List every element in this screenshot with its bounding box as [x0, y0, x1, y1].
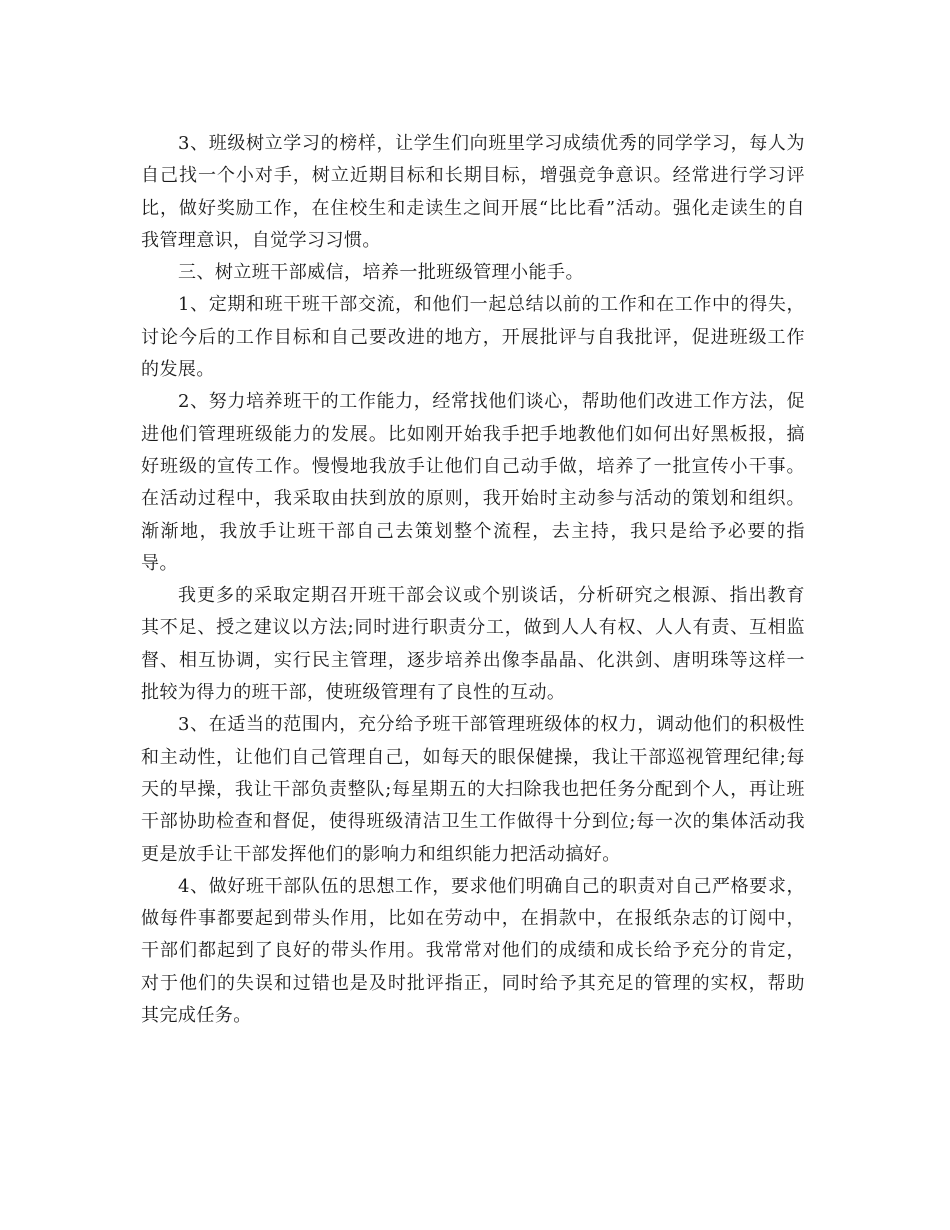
paragraph-study-role-model: 3、班级树立学习的榜样，让学生们向班里学习成绩优秀的同学学习，每人为自己找一个小对手，树立近期目标和长期目标，增强竞争意识。经常进行学习评比，做好奖励工作，在住校生和走读生之间开展“比比看”活动。强化走读生的自我管理意识，自觉学习习惯。	[141, 133, 805, 251]
paragraph-cadre-meetings: 我更多的采取定期召开班干部会议或个别谈话，分析研究之根源、指出教育其不足、授之建议以方法;同时进行职责分工，做到人人有权、人人有责、互相监督、相互协调，实行民主管理，逐步培养出像李晶晶、化洪剑、唐明珠等这样一批较为得力的班干部，使班级管理有了良性的互动。	[141, 585, 805, 704]
document-body	[141, 128, 805, 1032]
paragraph-cadre-authority: 3、在适当的范围内，充分给予班干部管理班级体的权力，调动他们的积极性和主动性，让他们自己管理自己，如每天的眼保健操，我让干部巡视管理纪律;每天的早操，我让干部负责整队;每星期五的大扫除我也把任务分配到个人，再让班干部协助检查和督促，使得班级清洁卫生工作做得十分到位;每一次的集体活动我更是放手让干部发挥他们的影响力和组织能力把活动搞好。	[141, 714, 805, 865]
section-heading-class-cadre: 三、树立班干部威信，培养一批班级管理小能手。	[178, 262, 584, 284]
paragraph-cadre-ability: 2、努力培养班干的工作能力，经常找他们谈心，帮助他们改进工作方法，促进他们管理班级能力的发展。比如刚开始我手把手地教他们如何出好黑板报，搞好班级的宣传工作。慢慢地我放手让他们自己动手做，培养了一批宣传小干事。在活动过程中，我采取由扶到放的原则，我开始时主动参与活动的策划和组织。渐渐地，我放手让班干部自己去策划整个流程，去主持，我只是给予必要的指导。	[141, 391, 805, 574]
paragraph-cadre-ideology: 4、做好班干部队伍的思想工作，要求他们明确自己的职责对自己严格要求，做每件事都要起到带头作用，比如在劳动中，在捐款中，在报纸杂志的订阅中，干部们都起到了良好的带头作用。我常常对他们的成绩和成长给予充分的肯定，对于他们的失误和过错也是及时批评指正，同时给予其充足的管理的实权，帮助其完成任务。	[141, 875, 805, 1027]
paragraph-regular-communication: 1、定期和班干班干部交流，和他们一起总结以前的工作和在工作中的得失，讨论今后的工作目标和自己要改进的地方，开展批评与自我批评，促进班级工作的发展。	[141, 294, 805, 381]
